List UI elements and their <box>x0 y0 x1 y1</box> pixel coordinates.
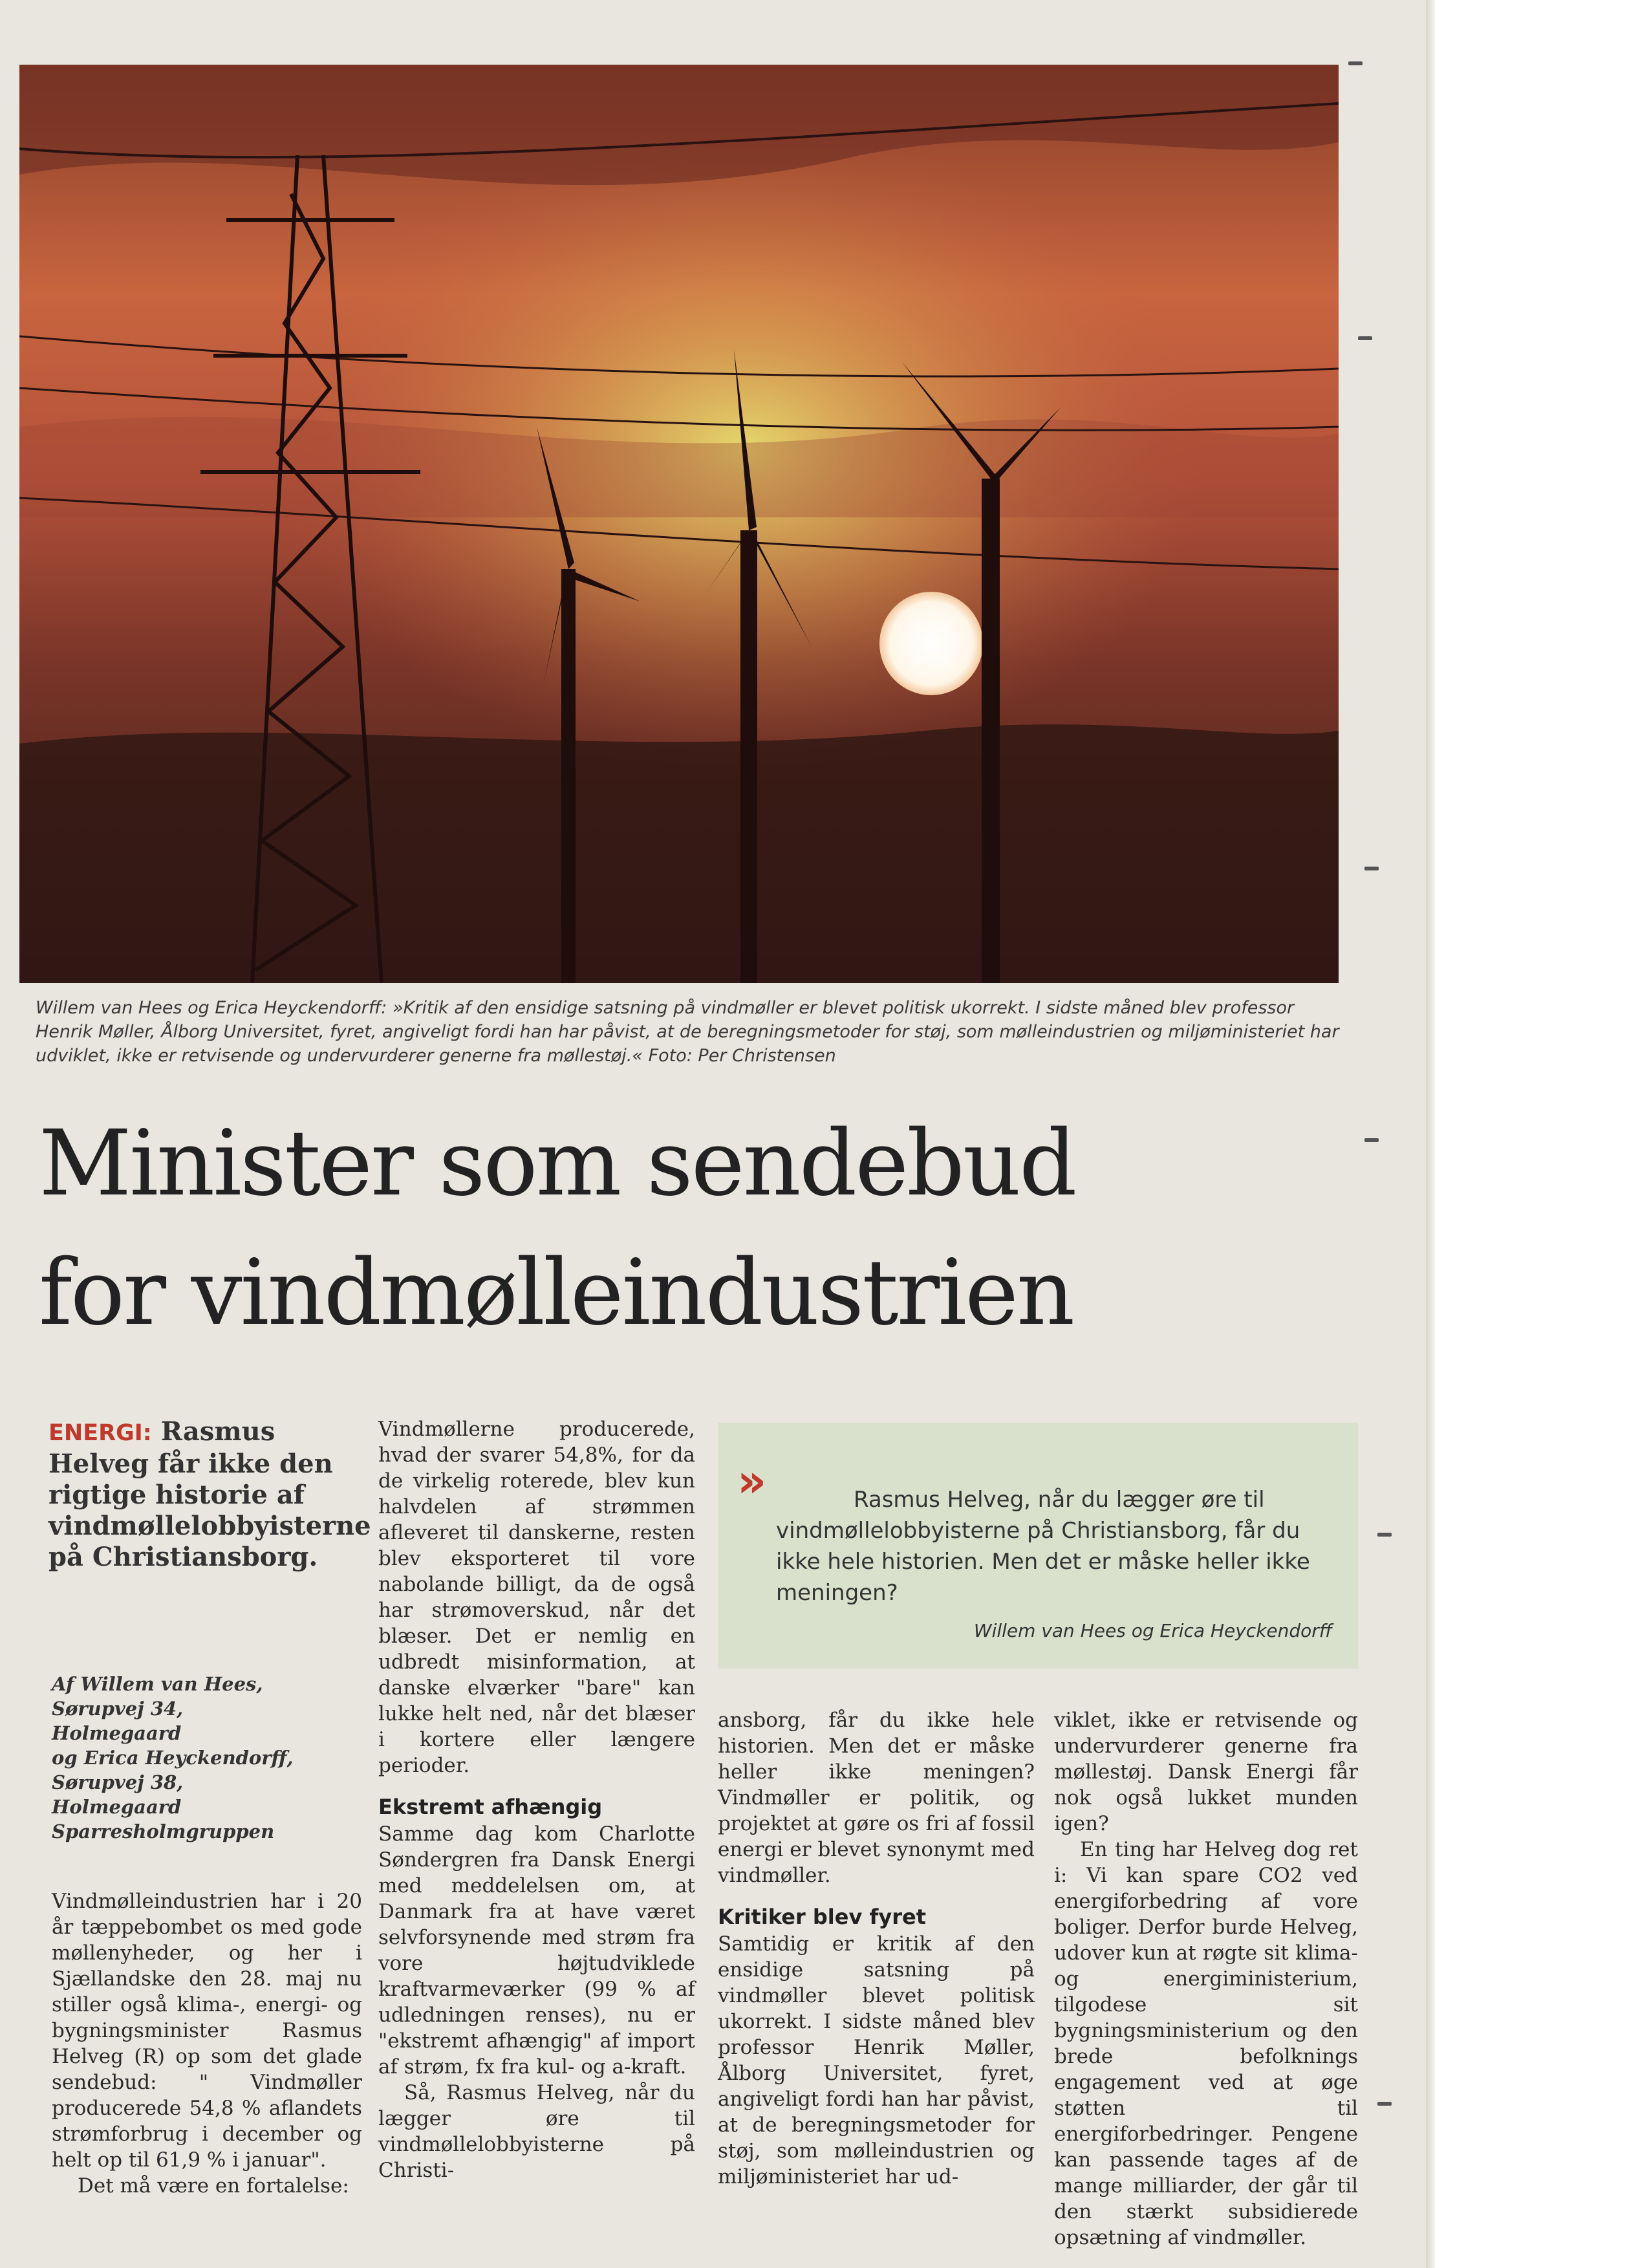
headline-line-1: Minister som sendebud <box>39 1111 1075 1216</box>
scan-mark <box>1377 2102 1392 2106</box>
headline <box>39 1099 1397 1358</box>
article-column-3 <box>718 1707 1035 2190</box>
quote-mark-icon: » <box>737 1454 767 1507</box>
article-column-4 <box>1054 1707 1358 2251</box>
lead-paragraph <box>48 1416 371 1573</box>
section-kicker: ENERGI: <box>48 1420 152 1446</box>
pull-quote <box>718 1423 1358 1669</box>
article-column-2 <box>378 1416 695 2183</box>
photo-caption: Willem van Hees og Erica Heyckendorff: »Kritik af den ensidige satsning på vindmøller er blevet politisk ukorrekt. I sidste måned blev professor Henrik Møller, Ålborg Universitet, fyret, angiveligt fordi han har påvist, at de beregningsmetoder for støj, som mølleindustrien og miljøministeriet har udviklet, ikke er retvisende og undervurderer generne fra møllestøj.« Foto: Per Christensen <box>36 998 1339 1066</box>
scan-mark <box>1348 61 1363 65</box>
paragraph: Det må være en fortalelse: <box>78 2174 349 2198</box>
subheading: Kritiker blev fyret <box>718 1905 926 1929</box>
paragraph: viklet, ikke er retvisende og undervurderer generne fra møllestøj. Dansk Energi får nok også lukket munden igen? <box>1054 1709 1358 1835</box>
scan-mark <box>1358 336 1372 340</box>
paragraph: En ting har Helveg dog ret i: Vi kan spare CO2 ved energiforbedring af vore boliger. Derfor burde Helveg, udover kun at røgte sit klima- og energiministerium, tilgodese sit bygningsministerium og den brede befolknings engagement ved at øge støtten til energiforbedringer. Pengene kan passende tages af de mange milliarder, der går til den stærkt subsidierede opsætning af vindmøller. <box>1054 1838 1358 2249</box>
byline-line: Sparresholmgruppen <box>52 1820 275 1842</box>
article-column-1 <box>52 1888 362 2199</box>
paragraph: Samtidig er kritik af den ensidige satsning på vindmøller blevet politisk ukorrekt. I sidste måned blev professor Henrik Møller, Ålborg Universitet, fyret, angiveligt fordi han har påvist, at de beregningsmetoder for støj, som mølleindustrien og miljøministeriet har ud- <box>718 1932 1035 2188</box>
byline-line: Holmegaard <box>52 1722 182 1744</box>
pull-quote-text: Rasmus Helveg, når du lægger øre til vindmøllelobbyisterne på Christiansborg, får du ikke hele historien. Men det er måske heller ikke meningen? <box>776 1487 1310 1606</box>
headline-line-2: for vindmølleindustrien <box>39 1240 1073 1346</box>
wind-turbines-sunset-photo <box>19 65 1339 983</box>
scan-mark <box>1377 1533 1392 1537</box>
byline-line: Af Willem van Hees, <box>52 1673 263 1695</box>
paragraph: Vindmøllerne producerede, hvad der svarer 54,8%, for da de virkelig roterede, blev kun halvdelen af strømmen afleveret til danskerne, resten blev eksporteret til vore nabolande billigt, da de også har strømoverskud, når det blæser. Det er nemlig en udbredt misinformation, at danske elværker "bare" kan lukke helt ned, når det blæser i kortere eller længere perioder. <box>378 1418 695 1777</box>
subheading: Ekstremt afhængig <box>378 1795 603 1819</box>
byline <box>52 1672 336 1844</box>
scan-mark <box>1364 867 1379 870</box>
byline-line: Sørupvej 38, <box>52 1771 184 1793</box>
paragraph: ansborg, får du ikke hele historien. Men det er måske heller ikke meningen? Vindmøller er politik, og projektet at gøre os fri af fossil energi er blevet synonymt med vindmøller. <box>718 1709 1035 1887</box>
byline-line: Sørupvej 34, <box>52 1698 184 1720</box>
lead-text: Rasmus Helveg får ikke den rigtige historie af vindmøllelobbyisterne på Christiansborg. <box>48 1416 371 1572</box>
byline-line: og Erica Heyckendorff, <box>52 1747 294 1769</box>
paragraph: Samme dag kom Charlotte Søndergren fra Dansk Energi med meddelelsen om, at Danmark fra at have været selvforsynende med strøm fra vore højtudviklede kraftvarmeværker (99 % af udledningen renses), nu er "ekstremt afhængig" af import af strøm, fx fra kul- og a-kraft. <box>378 1822 695 2079</box>
byline-line: Holmegaard <box>52 1796 182 1818</box>
paragraph: Så, Rasmus Helveg, når du lægger øre til vindmøllelobbyisterne på Christi- <box>378 2081 695 2182</box>
pull-quote-attribution: Willem van Hees og Erica Heyckendorff <box>973 1620 1332 1641</box>
photo-illustration <box>19 65 1339 983</box>
paper-edge <box>1426 0 1435 2268</box>
paragraph: Vindmølleindustrien har i 20 år tæppebombet os med gode møllenyheder, og her i Sjællandske den 28. maj nu stiller også klima-, energi- og bygningsminister Rasmus Helveg (R) op som det glade sendebud: " Vindmøller producerede 54,8 % aflandets strømforbrug i december og helt op til 61,9 % i januar". <box>52 1890 362 2172</box>
